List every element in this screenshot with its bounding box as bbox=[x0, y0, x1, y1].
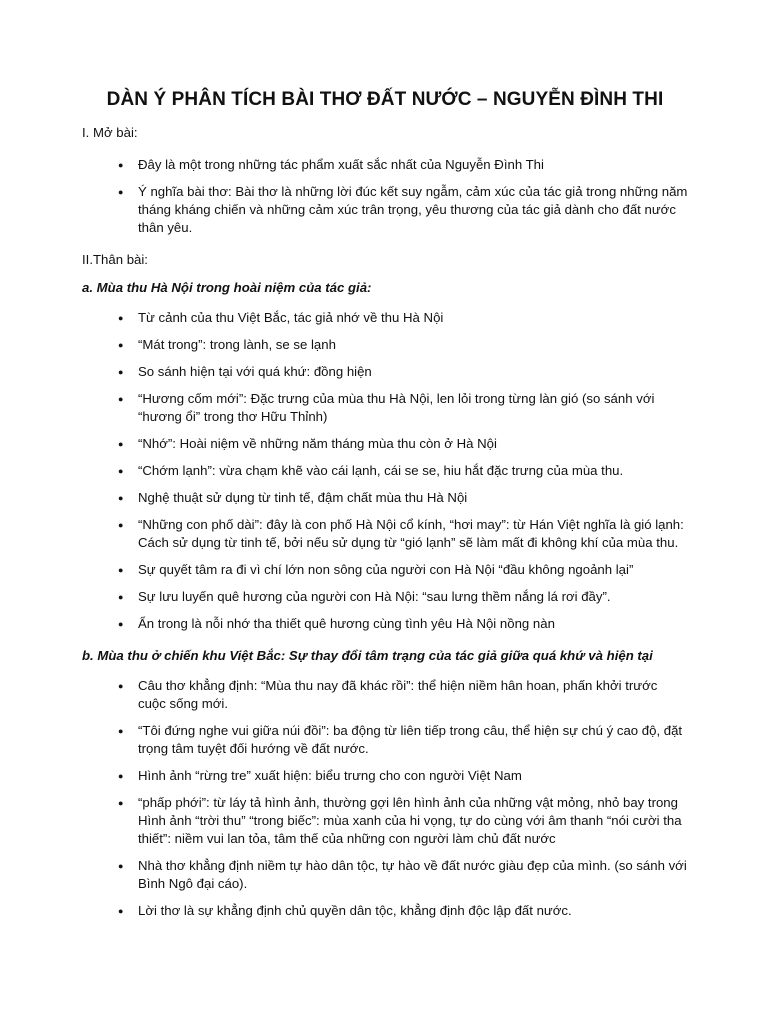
bullet-icon: ● bbox=[118, 798, 124, 808]
list-item bbox=[82, 561, 688, 579]
list-item bbox=[82, 489, 688, 507]
list-item-text: Ẩn trong là nỗi nhớ tha thiết quê hương cùng tình yêu Hà Nội nồng nàn bbox=[138, 616, 555, 631]
list-item-text: “Mát trong”: trong lành, se se lạnh bbox=[138, 337, 336, 352]
bullet-icon: ● bbox=[118, 313, 124, 323]
bullet-icon: ● bbox=[118, 565, 124, 575]
bullet-icon: ● bbox=[118, 160, 124, 170]
bullet-icon: ● bbox=[118, 592, 124, 602]
bullet-icon: ● bbox=[118, 439, 124, 449]
list-item-text: Từ cảnh của thu Việt Bắc, tác giả nhớ về thu Hà Nội bbox=[138, 310, 444, 325]
list-item bbox=[82, 309, 688, 327]
section-a-heading: a. Mùa thu Hà Nội trong hoài niệm của tác giả: bbox=[82, 280, 372, 295]
bullet-icon: ● bbox=[118, 726, 124, 736]
bullet-icon: ● bbox=[118, 520, 124, 530]
list-item-text: Hình ảnh “rừng tre” xuất hiện: biểu trưng cho con người Việt Nam bbox=[138, 768, 522, 783]
list-item bbox=[82, 857, 688, 893]
list-item bbox=[82, 615, 688, 633]
body-heading: II.Thân bài: bbox=[82, 252, 148, 267]
list-item bbox=[82, 156, 688, 174]
list-item-text: Ý nghĩa bài thơ: Bài thơ là những lời đúc kết suy ngẫm, cảm xúc của tác giả trong những năm tháng kháng chiến và những cảm xúc trân trọng, yêu thương của tác giả dành cho đất nước thân yêu. bbox=[138, 184, 688, 235]
bullet-icon: ● bbox=[118, 861, 124, 871]
list-item bbox=[82, 336, 688, 354]
intro-heading: I. Mở bài: bbox=[82, 125, 138, 140]
list-item-text: Nghệ thuật sử dụng từ tinh tế, đậm chất mùa thu Hà Nội bbox=[138, 490, 468, 505]
list-item-text: Sự quyết tâm ra đi vì chí lớn non sông của người con Hà Nội “đầu không ngoảnh lại” bbox=[138, 562, 634, 577]
bullet-icon: ● bbox=[118, 187, 124, 197]
bullet-icon: ● bbox=[118, 340, 124, 350]
list-item-text: Sự lưu luyến quê hương của người con Hà Nội: “sau lưng thềm nắng lá rơi đầy”. bbox=[138, 589, 611, 604]
list-item-text: Nhà thơ khẳng định niềm tự hào dân tộc, tự hào về đất nước giàu đẹp của mình. (so sánh với Bình Ngô đại cáo). bbox=[138, 858, 687, 891]
list-item-text: “Những con phố dài”: đây là con phố Hà Nội cổ kính, “hơi may”: từ Hán Việt nghĩa là gió lạnh: Cách sử dụng từ tinh tế, bởi nếu sử dụng từ “gió lạnh” sẽ làm mất đi không khí của mùa thu. bbox=[138, 517, 684, 550]
bullet-icon: ● bbox=[118, 394, 124, 404]
bullet-icon: ● bbox=[118, 619, 124, 629]
list-item-text: “Nhớ”: Hoài niệm về những năm tháng mùa thu còn ở Hà Nội bbox=[138, 436, 497, 451]
list-item bbox=[82, 722, 688, 758]
list-item-text: So sánh hiện tại với quá khứ: đồng hiện bbox=[138, 364, 372, 379]
list-item-text: Lời thơ là sự khẳng định chủ quyền dân tộc, khẳng định độc lập đất nước. bbox=[138, 903, 572, 918]
list-item-text: Đây là một trong những tác phẩm xuất sắc nhất của Nguyễn Đình Thi bbox=[138, 157, 544, 172]
bullet-icon: ● bbox=[118, 906, 124, 916]
section-b-list bbox=[82, 677, 688, 920]
list-item bbox=[82, 794, 688, 848]
intro-list bbox=[82, 156, 688, 237]
list-item bbox=[82, 516, 688, 552]
bullet-icon: ● bbox=[118, 771, 124, 781]
list-item-text: “Chớm lạnh”: vừa chạm khẽ vào cái lạnh, cái se se, hiu hắt đặc trưng của mùa thu. bbox=[138, 463, 624, 478]
list-item bbox=[82, 390, 688, 426]
bullet-icon: ● bbox=[118, 367, 124, 377]
list-item bbox=[82, 435, 688, 453]
bullet-icon: ● bbox=[118, 681, 124, 691]
list-item bbox=[82, 902, 688, 920]
section-b-heading: b. Mùa thu ở chiến khu Việt Bắc: Sự thay đổi tâm trạng của tác giả giữa quá khứ và hiện tại bbox=[82, 648, 653, 663]
list-item bbox=[82, 588, 688, 606]
list-item bbox=[82, 183, 688, 237]
list-item-text: “Hương cốm mới”: Đặc trưng của mùa thu Hà Nội, len lỏi trong từng làn gió (so sánh với “hương ổi” trong thơ Hữu Thỉnh) bbox=[138, 391, 655, 424]
list-item-text: “phấp phới”: từ láy tả hình ảnh, thường gợi lên hình ảnh của những vật mỏng, nhỏ bay trong Hình ảnh “trời thu” “trong biếc”: mùa xanh của hi vọng, tự do cùng với âm thanh “nói cười tha thiết”: niềm vui lan tỏa, tâm thế của những con người làm chủ đất nước bbox=[138, 795, 682, 846]
list-item-text: Câu thơ khẳng định: “Mùa thu nay đã khác rồi”: thể hiện niềm hân hoan, phấn khởi trước cuộc sống mới. bbox=[138, 678, 658, 711]
list-item bbox=[82, 363, 688, 381]
list-item bbox=[82, 462, 688, 480]
list-item-text: “Tôi đứng nghe vui giữa núi đồi”: ba động từ liên tiếp trong câu, thể hiện sự chú ý cao độ, đặt trọng tâm tuyệt đối hướng về đất nước. bbox=[138, 723, 683, 756]
bullet-icon: ● bbox=[118, 493, 124, 503]
page-title: DÀN Ý PHÂN TÍCH BÀI THƠ ĐẤT NƯỚC – NGUYỄN ĐÌNH THI bbox=[106, 89, 664, 110]
section-a-list bbox=[82, 309, 688, 633]
bullet-icon: ● bbox=[118, 466, 124, 476]
list-item bbox=[82, 767, 688, 785]
list-item bbox=[82, 677, 688, 713]
